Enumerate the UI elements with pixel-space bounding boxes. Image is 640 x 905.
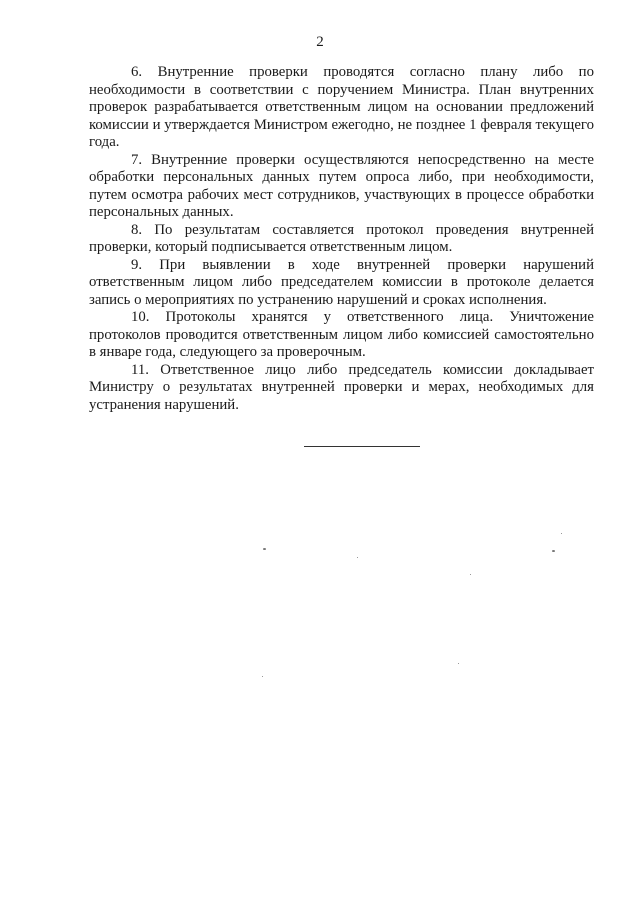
scan-speck xyxy=(552,550,555,552)
paragraph-8: 8. По результатам составляется протокол проведения внутренней проверки, который подписывается ответственным лицом. xyxy=(89,221,594,255)
paragraph-10: 10. Протоколы хранятся у ответственного лица. Уничтожение протоколов проводится ответственным лицом либо комиссией самостоятельно в январе года, следующего за проверочным. xyxy=(89,309,594,360)
scan-speck xyxy=(262,676,263,677)
scan-speck xyxy=(263,548,266,550)
paragraph-9: 9. При выявлении в ходе внутренней проверки нарушений ответственным лицом либо председателем комиссии в протоколе делается запись о мероприятиях по устранению нарушений и сроках исполнения. xyxy=(89,256,594,308)
paragraph-6: 6. Внутренние проверки проводятся согласно плану либо по необходимости в соответствии с поручением Министра. План внутренних проверок разрабатывается ответственным лицом на основании предложений комиссии и утверждается Министром ежегодно, не позднее 1 февраля текущего года. xyxy=(89,64,594,150)
scan-speck xyxy=(561,533,562,534)
page-number: 2 xyxy=(316,34,324,50)
scan-speck xyxy=(357,557,358,558)
end-separator-line xyxy=(304,446,420,447)
scan-speck xyxy=(470,574,471,575)
paragraph-7: 7. Внутренние проверки осуществляются непосредственно на месте обработки персональных данных путем опроса либо, при необходимости, путем осмотра рабочих мест сотрудников, участвующих в процессе обработки персональных данных. xyxy=(89,151,594,220)
scan-speck xyxy=(458,663,459,664)
paragraph-11: 11. Ответственное лицо либо председатель комиссии докладывает Министру о результатах внутренней проверки и мерах, необходимых для устранения нарушений. xyxy=(89,361,594,413)
document-body xyxy=(89,64,594,414)
